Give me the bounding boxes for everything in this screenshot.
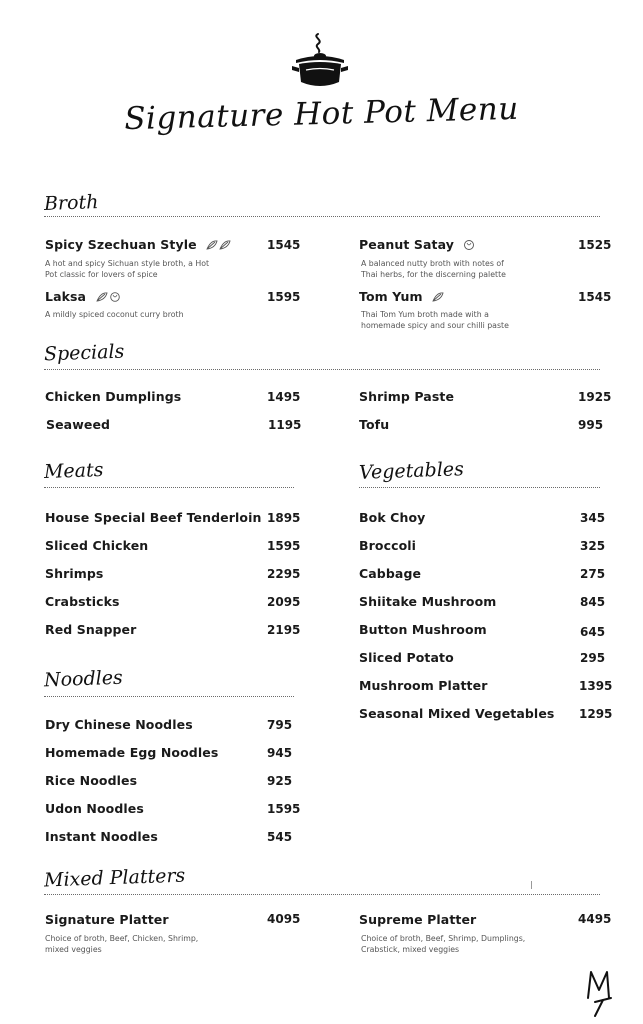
menu-item-name: Button Mushroom [359, 622, 487, 637]
menu-item-description: A hot and spicy Sichuan style broth, a Hot Pot classic for lovers of spice [45, 259, 210, 279]
section-title-meats: Meats [43, 458, 104, 484]
menu-item-price: 2295 [267, 567, 301, 581]
menu-item-name: Instant Noodles [45, 829, 158, 844]
section-divider [44, 487, 294, 488]
menu-item-price: 1545 [267, 238, 301, 252]
chili-leaf-icon [431, 291, 445, 303]
section-divider [44, 696, 294, 697]
menu-item-name: House Special Beef Tenderloin [45, 510, 262, 525]
menu-item-name: Tofu [359, 417, 390, 432]
menu-item-price: 1525 [578, 238, 612, 252]
menu-item-name: Supreme Platter [359, 912, 477, 927]
menu-item-price: 1395 [579, 679, 613, 693]
monogram-logo [585, 968, 615, 1018]
menu-item-name: Crabsticks [45, 594, 120, 609]
section-title-broth: Broth [43, 191, 99, 215]
menu-item-price: 795 [267, 718, 293, 732]
section-divider [44, 216, 600, 217]
menu-item-price: 945 [267, 746, 293, 760]
menu-item-name: Udon Noodles [45, 801, 144, 816]
menu-item-name: Cabbage [359, 566, 422, 581]
menu-item-name: Shrimp Paste [359, 389, 455, 404]
chili-leaf-icon [95, 291, 123, 303]
menu-item-price: 325 [580, 539, 606, 553]
menu-item-price: 275 [580, 567, 606, 581]
menu-item-name: Seasonal Mixed Vegetables [359, 706, 555, 721]
menu-item-price: 2195 [267, 623, 301, 637]
menu-item-description: A mildly spiced coconut curry broth [45, 310, 184, 319]
menu-item-name: Homemade Egg Noodles [45, 745, 219, 760]
menu-item-price: 1895 [267, 511, 301, 525]
menu-item-price: 1545 [578, 290, 612, 304]
menu-item-name: Red Snapper [45, 622, 137, 637]
menu-item-description: Thai Tom Yum broth made with a homemade spicy and sour chilli paste [361, 310, 509, 330]
menu-item-name: Signature Platter [45, 912, 169, 927]
menu-item-name: Broccoli [359, 538, 417, 553]
hot-pot-icon [290, 30, 350, 92]
menu-item-price: 2095 [267, 595, 301, 609]
menu-item-price: 4095 [267, 912, 301, 926]
section-divider [44, 369, 600, 370]
section-divider [44, 894, 600, 895]
menu-item-price: 645 [580, 625, 606, 639]
section-title-vegetables: Vegetables [358, 458, 465, 484]
menu-item-price: 1925 [578, 390, 612, 404]
menu-item-name: Bok Choy [359, 510, 426, 525]
menu-item-description: Choice of broth, Beef, Chicken, Shrimp, mixed veggies [45, 934, 199, 954]
nut-icon [462, 239, 476, 251]
menu-item-name: Chicken Dumplings [45, 389, 182, 404]
menu-item-price: 345 [580, 511, 606, 525]
menu-item-name: Dry Chinese Noodles [45, 717, 193, 732]
menu-item-name: Seaweed [46, 417, 111, 432]
menu-item-price: 845 [580, 595, 606, 609]
menu-item-price: 1295 [579, 707, 613, 721]
section-divider [359, 487, 600, 488]
menu-item-name: Tom Yum [359, 289, 445, 304]
menu-item-name: Sliced Chicken [45, 538, 149, 553]
section-title-specials: Specials [43, 340, 125, 366]
menu-item-price: 1195 [268, 418, 302, 432]
menu-item-name: Shiitake Mushroom [359, 594, 497, 609]
decorative-tick [531, 881, 532, 889]
menu-item-name: Spicy Szechuan Style [45, 237, 233, 252]
menu-item-price: 1595 [267, 539, 301, 553]
menu-item-price: 995 [578, 418, 604, 432]
menu-item-name: Shrimps [45, 566, 104, 581]
menu-item-price: 4495 [578, 912, 612, 926]
menu-item-name: Peanut Satay [359, 237, 476, 252]
menu-item-price: 295 [580, 651, 606, 665]
menu-item-name: Mushroom Platter [359, 678, 488, 693]
menu-item-price: 925 [267, 774, 293, 788]
menu-item-description: Choice of broth, Beef, Shrimp, Dumplings, Crabstick, mixed veggies [361, 934, 526, 954]
menu-item-price: 545 [267, 830, 293, 844]
menu-item-name: Rice Noodles [45, 773, 138, 788]
section-title-noodles: Noodles [43, 666, 124, 692]
menu-item-name: Laksa [45, 289, 123, 304]
section-title-mixed-platters: Mixed Platters [43, 864, 186, 892]
menu-item-price: 1495 [267, 390, 301, 404]
menu-item-description: A balanced nutty broth with notes of Thai herbs, for the discerning palette [361, 259, 506, 279]
menu-title: Signature Hot Pot Menu [123, 90, 520, 138]
menu-item-name: Sliced Potato [359, 650, 454, 665]
menu-item-price: 1595 [267, 290, 301, 304]
chili-leaf-icon [205, 239, 233, 251]
menu-item-price: 1595 [267, 802, 301, 816]
